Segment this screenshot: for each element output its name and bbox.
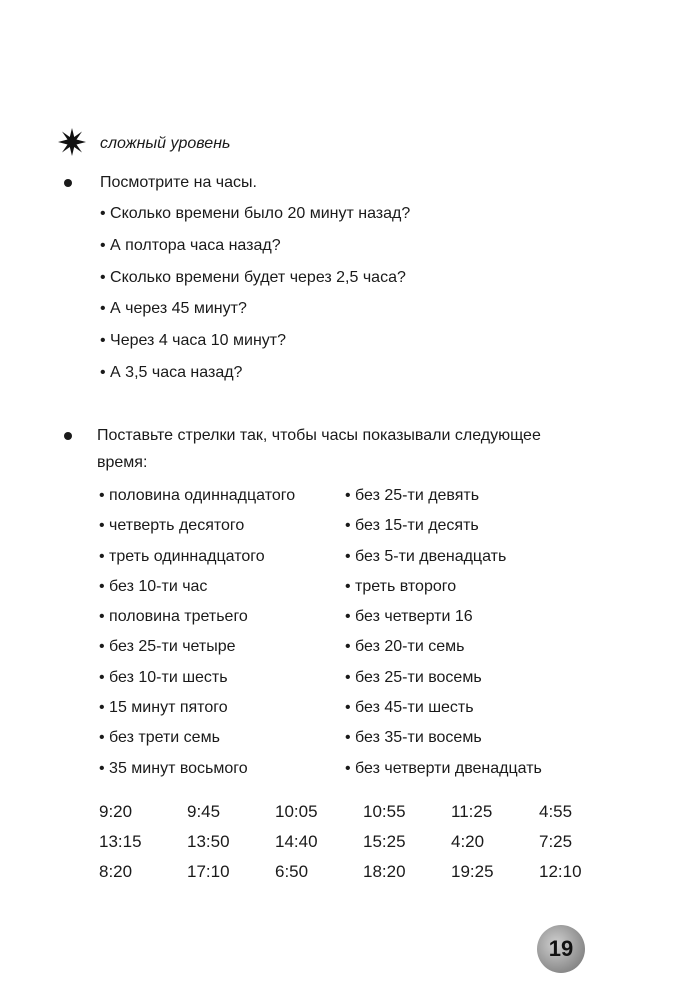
digital-time: 9:45 — [187, 802, 221, 821]
task1-question: • А полтора часа назад? — [100, 237, 281, 254]
task2-intro: Поставьте стрелки так, чтобы часы показывали следующее — [97, 427, 541, 444]
digital-time: 18:20 — [363, 862, 406, 881]
difficulty-label: сложный уровень — [100, 135, 231, 152]
task1-question: • А 3,5 часа назад? — [100, 364, 243, 381]
digital-time: 17:10 — [187, 862, 230, 881]
bullet-icon — [64, 179, 72, 187]
time-phrase: • 15 минут пятого — [99, 699, 228, 717]
time-phrase: • без трети семь — [99, 729, 220, 747]
digital-time: 13:50 — [187, 832, 230, 851]
task1-question: • Сколько времени будет через 2,5 часа? — [100, 269, 406, 286]
digital-time: 9:20 — [99, 802, 133, 821]
time-phrase: • четверть десятого — [99, 517, 245, 535]
star-icon — [58, 128, 86, 156]
digital-time: 8:20 — [99, 862, 133, 881]
time-phrase: • без 25-ти девять — [345, 487, 480, 504]
digital-time: 14:40 — [275, 832, 318, 851]
task1-question: • Сколько времени было 20 минут назад? — [100, 205, 411, 222]
time-phrase: • 35 минут восьмого — [99, 759, 248, 777]
digital-time: 7:25 — [539, 832, 573, 851]
digital-time: 6:50 — [275, 862, 309, 881]
digital-time: 4:55 — [539, 802, 573, 821]
digital-time: 13:15 — [99, 832, 142, 851]
digital-times-grid — [99, 802, 599, 882]
time-phrase: • без 5-ти двенадцать — [345, 547, 507, 565]
page-number-badge: 19 — [537, 925, 585, 973]
digital-time: 11:25 — [451, 802, 493, 821]
task1-question: • А через 45 минут? — [100, 300, 247, 317]
time-phrase: • половина одиннадцатого — [99, 487, 296, 504]
digital-time: 4:20 — [451, 832, 485, 851]
time-phrase: • без 15-ти десять — [345, 517, 479, 535]
digital-time: 10:55 — [363, 802, 406, 821]
time-phrase: • половина третьего — [99, 608, 248, 626]
task1-question: • Через 4 часа 10 минут? — [100, 332, 286, 349]
time-phrase: • без 25-ти восемь — [345, 668, 482, 686]
time-phrase: • без четверти 16 — [345, 608, 473, 626]
bullet-icon — [64, 432, 72, 440]
time-phrases-right-column — [345, 486, 542, 789]
time-phrase: • без 25-ти четыре — [99, 638, 236, 656]
digital-time: 19:25 — [451, 862, 494, 881]
time-phrase: • без четверти двенадцать — [345, 759, 542, 777]
digital-time: 15:25 — [363, 832, 406, 851]
time-phrase: • без 10-ти час — [99, 577, 208, 595]
digital-time: 10:05 — [275, 802, 318, 821]
time-phrase: • без 20-ти семь — [345, 638, 465, 656]
time-phrase: • треть одиннадцатого — [99, 547, 265, 565]
time-phrase: • без 10-ти шесть — [99, 668, 228, 686]
task2-intro-continuation: время: — [97, 454, 148, 471]
time-phrase: • треть второго — [345, 577, 457, 595]
time-phrases-left-column — [99, 486, 295, 789]
digital-time: 12:10 — [539, 862, 582, 881]
task1-intro: Посмотрите на часы. — [100, 174, 257, 191]
time-phrase: • без 45-ти шесть — [345, 699, 474, 717]
time-phrase: • без 35-ти восемь — [345, 729, 482, 747]
